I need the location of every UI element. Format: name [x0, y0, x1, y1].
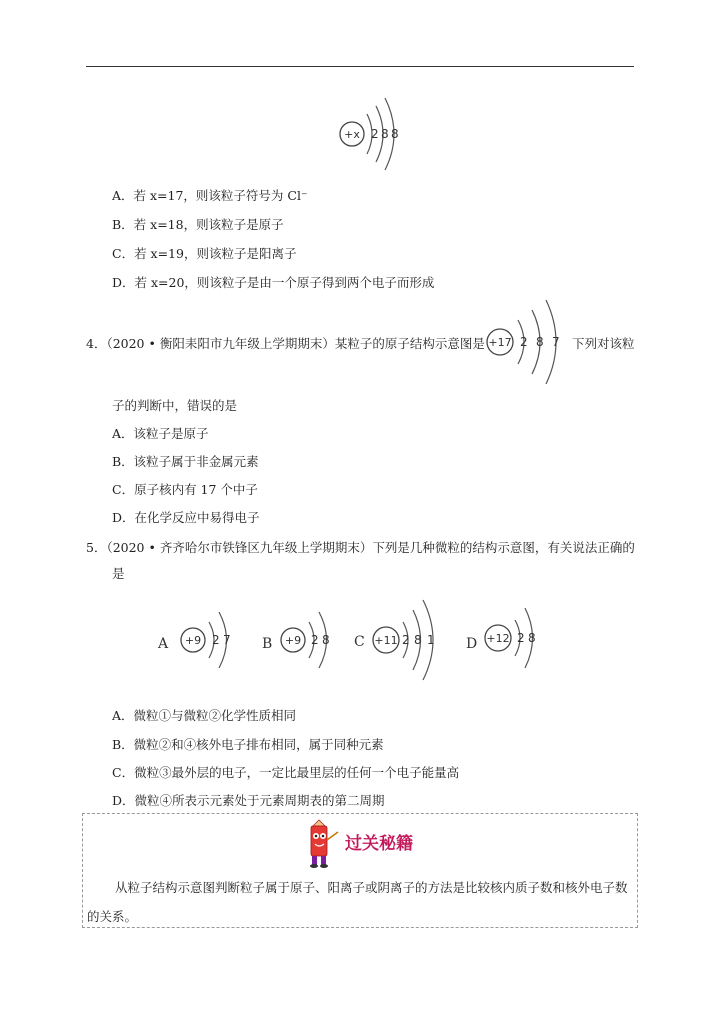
q4-nucleus-text: +17: [488, 336, 512, 349]
shell-count: 8: [414, 633, 422, 647]
diagram-label: A: [158, 636, 169, 652]
q3-option-b: B．若 x=18，则该粒子是原子: [112, 217, 284, 232]
shell-count: 8: [528, 631, 536, 645]
shell-count: 8: [536, 335, 544, 349]
question-source: （2020 • 齐齐哈尔市铁锋区九年级上学期期末）: [106, 540, 373, 555]
q5-diagram-b: [260, 600, 350, 680]
q4-stem-cont: 子的判断中，错误的是: [112, 398, 238, 413]
question-number: 5．: [86, 540, 107, 555]
q5-stem: [86, 538, 635, 556]
q3-option-a: A．若 x=17，则该粒子符号为 Cl⁻: [112, 188, 308, 203]
tip-title: 过关秘籍: [345, 834, 413, 854]
tip-box: [82, 813, 638, 928]
q4-stem-before: 某粒子的原子结构示意图是: [334, 336, 485, 351]
shell-count: 2: [520, 335, 528, 349]
header-rule: [86, 66, 634, 67]
q3-nucleus-text: +x: [344, 128, 360, 141]
diagram-label: B: [262, 636, 273, 652]
question-source: （2020 • 衡阳耒阳市九年级上学期期末）: [106, 336, 335, 351]
shell-count: 7: [552, 335, 560, 349]
shell-count: 2: [371, 127, 379, 141]
q4-option-a: A．该粒子是原子: [112, 426, 209, 441]
shell-count: 2: [517, 631, 525, 645]
q4-stem: [86, 334, 485, 352]
nucleus-text: +12: [486, 632, 510, 645]
pencil-mascot-icon: [301, 820, 341, 868]
q5-option-d: D．微粒④所表示元素处于元素周期表的第二周期: [112, 793, 385, 808]
q4-option-b: B．该粒子属于非金属元素: [112, 454, 259, 469]
tip-text-line2: 的关系。: [87, 909, 138, 924]
question-number: 4．: [86, 336, 107, 351]
q5-diagram-c: [352, 596, 448, 684]
shell-count: 2: [402, 633, 410, 647]
shell-count: 8: [381, 127, 389, 141]
q3-atom-diagram: [334, 92, 414, 172]
nucleus-text: +9: [184, 634, 202, 647]
shell-count: 8: [322, 633, 330, 647]
diagram-label: C: [354, 634, 365, 650]
q4-atom-diagram: [484, 296, 570, 388]
diagram-label: D: [466, 636, 478, 652]
nucleus-text: +9: [284, 634, 302, 647]
q5-option-a: A．微粒①与微粒②化学性质相同: [112, 708, 297, 723]
shell-count: 1: [427, 633, 435, 647]
shell-count: 7: [223, 633, 231, 647]
q5-option-c: C．微粒③最外层的电子，一定比最里层的任何一个电子能量高: [112, 765, 460, 780]
q5-stem-cont: 是: [112, 566, 125, 581]
q5-stem-text: 下列是几种微粒的结构示意图，有关说法正确的: [372, 540, 635, 555]
shell-count: 2: [212, 633, 220, 647]
nucleus-text: +11: [374, 634, 398, 647]
q3-option-c: C．若 x=19，则该粒子是阳离子: [112, 246, 297, 261]
tip-text-line1: 从粒子结构示意图判断粒子属于原子、阳离子或阴离子的方法是比较核内质子数和核外电子数: [115, 880, 628, 895]
q5-diagram-a: [156, 600, 246, 680]
q4-option-d: D．在化学反应中易得电子: [112, 510, 260, 525]
q5-option-b: B．微粒②和④核外电子排布相同，属于同种元素: [112, 737, 384, 752]
q3-option-d: D．若 x=20，则该粒子是由一个原子得到两个电子而形成: [112, 275, 435, 290]
q4-option-c: C．原子核内有 17 个中子: [112, 482, 258, 497]
q4-stem-after: 下列对该粒: [572, 336, 635, 351]
q5-diagram-d: [464, 600, 554, 680]
shell-count: 8: [391, 127, 399, 141]
shell-count: 2: [311, 633, 319, 647]
